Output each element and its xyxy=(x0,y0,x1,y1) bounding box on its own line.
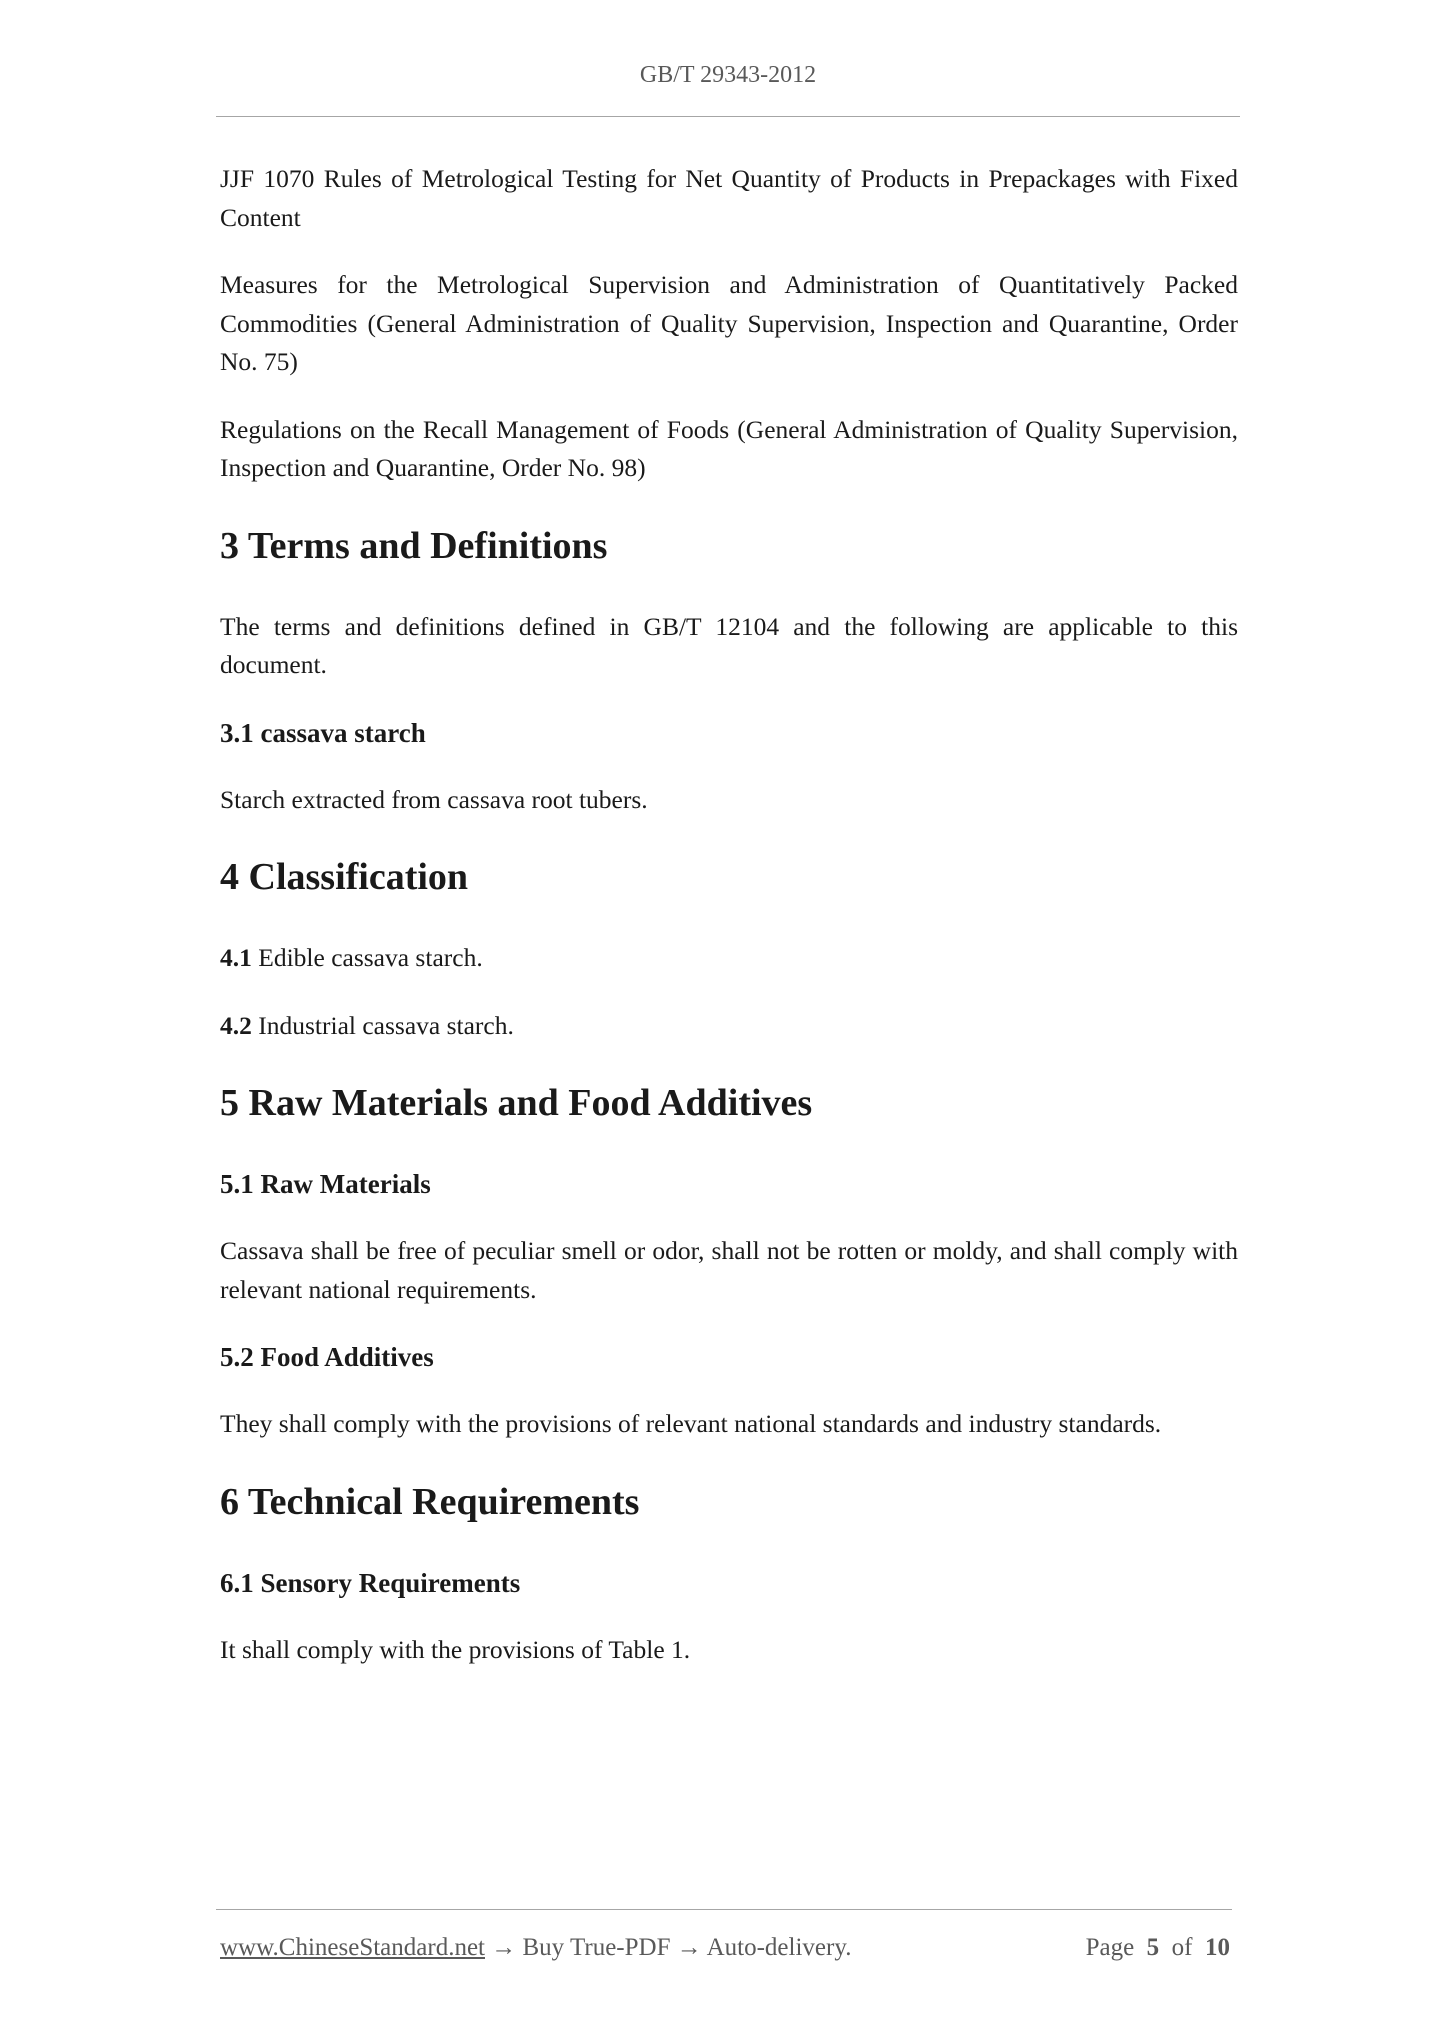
footer-left xyxy=(220,1934,851,1962)
section-4-heading: 4 Classification xyxy=(220,856,469,898)
section-5-1-text: Cassava shall be free of peculiar smell or odor, shall not be rotten or moldy, and shall comply with relevant national requirements. xyxy=(220,1236,1238,1304)
page-total: 10 xyxy=(1205,1934,1230,1961)
page-current: 5 xyxy=(1146,1934,1160,1961)
reference-jjf-1070: JJF 1070 Rules of Metrological Testing for Net Quantity of Products in Prepackages with Fixed Content xyxy=(220,164,1238,232)
section-6-1-text: It shall comply with the provisions of Table 1. xyxy=(220,1634,691,1664)
section-3-1-heading: 3.1 cassava starch xyxy=(220,717,426,748)
section-3-1-text: Starch extracted from cassava root tubers. xyxy=(220,784,648,814)
section-6-heading: 6 Technical Requirements xyxy=(220,1480,640,1523)
buy-true-pdf-text: Buy True-PDF xyxy=(522,1934,671,1961)
arrow-right-icon: → xyxy=(670,1934,707,1961)
section-3-intro: The terms and definitions defined in GB/T 12104 and the following are applicable to this document. xyxy=(220,611,1238,679)
section-4-1-text: Edible cassava starch. xyxy=(251,943,483,972)
section-5-2-heading: 5.2 Food Additives xyxy=(220,1342,434,1372)
of-label: of xyxy=(1171,1934,1193,1961)
section-4-2-number: 4.2 xyxy=(220,1010,252,1040)
reference-regulations-order-98: Regulations on the Recall Management of Foods (General Administration of Quality Supervision, Inspection and Quarantine, Order No. 98) xyxy=(220,414,1238,482)
reference-measures-order-75: Measures for the Metrological Supervision and Administration of Quantitatively Packed Commodities (General Administration of Quality Supervision, Inspection and Quarantine, Order No. 75) xyxy=(220,270,1238,376)
auto-delivery-text: Auto-delivery. xyxy=(706,1934,852,1961)
section-3-heading: 3 Terms and Definitions xyxy=(220,524,608,567)
section-5-2-text: They shall comply with the provisions of relevant national standards and industry standards. xyxy=(220,1409,1162,1438)
page-header-title: GB/T 29343-2012 xyxy=(639,62,817,88)
section-4-1-number: 4.1 xyxy=(220,943,252,972)
arrow-right-icon: → xyxy=(485,1934,523,1961)
website-link[interactable]: www.ChineseStandard.net xyxy=(220,1934,485,1961)
page-content xyxy=(220,160,1238,1698)
section-4-2-text: Industrial cassava starch. xyxy=(251,1010,514,1040)
footer-divider xyxy=(216,1909,1232,1910)
section-5-heading: 5 Raw Materials and Food Additives xyxy=(220,1082,813,1124)
section-6-1-heading: 6.1 Sensory Requirements xyxy=(220,1567,521,1598)
header-divider xyxy=(216,116,1240,117)
page-label: Page xyxy=(1085,1934,1135,1961)
page-number xyxy=(1086,1934,1230,1962)
section-4-2-item xyxy=(220,1007,1238,1046)
section-5-1-heading: 5.1 Raw Materials xyxy=(220,1169,431,1199)
section-4-1-item xyxy=(220,939,1238,978)
